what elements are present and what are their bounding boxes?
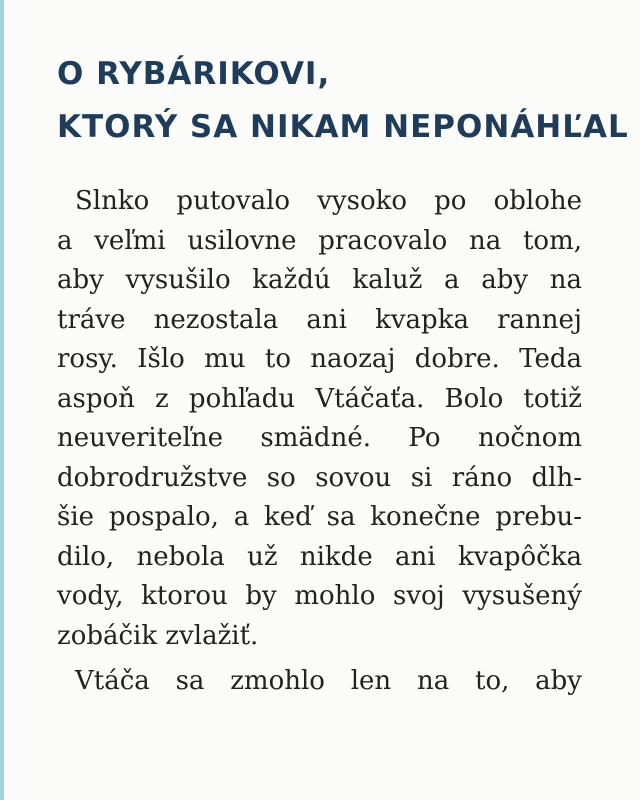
- text-line: Slnko putovalo vysoko po oblohe: [75, 186, 582, 216]
- text-line: tráve nezostala ani kvapka rannej: [57, 304, 582, 335]
- text-line: dilo, nebola už nikde ani kvapôčka: [57, 541, 582, 572]
- chapter-title: [57, 48, 629, 154]
- text-line: aby vysušilo každú kaluž a aby na: [57, 265, 582, 295]
- text-line: a veľmi usilovne pracovalo na tom,: [57, 225, 582, 256]
- page-edge-line: [0, 0, 4, 800]
- text-line: dobrodružstve so sovou si ráno dlh-: [57, 462, 582, 493]
- text-line: aspoň z pohľadu Vtáčaťa. Bolo totiž: [57, 383, 582, 414]
- text-line: neuveriteľne smädné. Po nočnom: [57, 423, 582, 453]
- chapter-title-line-1: O RYBÁRIKOVI,: [57, 56, 331, 92]
- text-line: vody, ktorou by mohlo svoj vysušený: [57, 581, 582, 611]
- text-line: zobáčik zvlažiť.: [57, 620, 259, 651]
- text-line: Vtáča sa zmohlo len na to, aby: [75, 666, 582, 696]
- paragraph-1: [57, 182, 582, 656]
- chapter-title-line-2: KTORÝ SA NIKAM NEPONÁHĽAL: [57, 109, 629, 145]
- text-line: rosy. Išlo mu to naozaj dobre. Teda: [57, 344, 582, 374]
- paragraph-2: [57, 662, 582, 702]
- story-text: [57, 182, 582, 702]
- text-line: šie pospalo, a keď sa konečne prebu-: [57, 502, 582, 532]
